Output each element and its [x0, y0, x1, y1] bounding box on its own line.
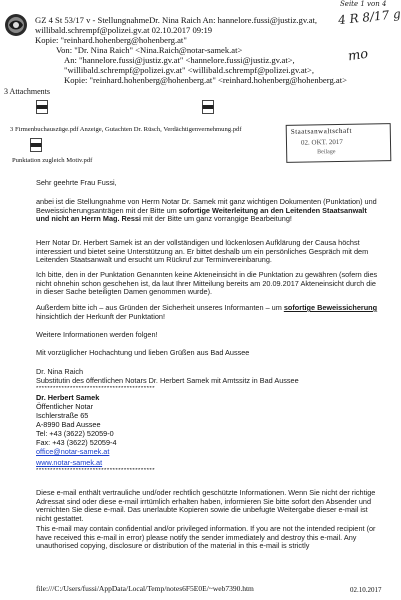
- attachment-punktation[interactable]: Punktation zugleich Motiv.pdf: [12, 157, 93, 164]
- stamp-line-2: 02. OKT. 2017: [300, 137, 343, 147]
- signature-name: Dr. Herbert Samek: [36, 393, 100, 402]
- sender-name: Dr. Nina Raich: [36, 367, 84, 376]
- signature-email-link[interactable]: office@notar-samek.at: [36, 447, 110, 456]
- footer-file-path: file:///C:/Users/fussi/AppData/Local/Temp/notes6F5E0E/~web7390.htm: [36, 584, 254, 593]
- header-subject-line: GZ 4 St 53/17 v - StellungnahmeDr. Nina Raich An: hannelore.fussi@justiz.gv.at,: [35, 15, 318, 25]
- stamp-line-3: Beilage: [317, 149, 336, 156]
- signature-city: A-8990 Bad Aussee: [36, 420, 101, 429]
- signature-phone: Tel: +43 (3622) 52059-0: [36, 429, 114, 438]
- paragraph-4: Außerdem bitte ich – aus Gründen der Sicherheit unseres Informanten – um sofortige Beweissicherung hinsichtlich der Herkunft der Punktation!: [36, 303, 378, 321]
- signature-separator-bottom: ******************************************: [36, 468, 156, 474]
- header-date-line: willibald.schrempf@polizei.gv.at 02.10.2017 09:19: [35, 25, 213, 35]
- paragraph-5: Weitere Informationen werden folgen!: [36, 330, 158, 339]
- signature-street: Ischlerstraße 65: [36, 411, 89, 420]
- handwritten-page-note: Seite 1 von 4: [340, 0, 387, 8]
- attachment-list-row[interactable]: 3 Firmenbuchauszüge.pdf Anzeige, Gutachten Dr. Rüsch, Verdächtigenvernehmung.pdf: [10, 126, 242, 133]
- handwritten-reference: 4 R 8/17 g: [337, 6, 401, 28]
- footer-print-date: 02.10.2017: [350, 586, 382, 594]
- header-cc-full-line: Kopie: "reinhard.hohenberg@hohenberg.at" <reinhard.hohenberg@hohenberg.at>: [64, 75, 347, 85]
- greeting: Sehr geehrte Frau Fussi,: [36, 178, 117, 187]
- signature-fax: Fax: +43 (3622) 52059-4: [36, 438, 117, 447]
- signature-web-link[interactable]: www.notar-samek.at: [36, 458, 103, 467]
- header-to-line-2: "willibald.schrempf@polizei.gv.at" <willibald.schrempf@polizei.gv.at>,: [64, 65, 315, 75]
- pdf-file-icon[interactable]: [30, 138, 42, 157]
- paragraph-3: Ich bitte, den in der Punktation Genannten keine Akteneinsicht in die Punktation zu gewähren (sofern dies nicht ohnehin schon geschehen ist, da laut Ihrer Mitteilung bereits am 20.09.2017 Akteneinsicht durch die in dieser Sache beteiligten Damen genommen wurde).: [36, 270, 378, 297]
- signature-title: Öffentlicher Notar: [36, 402, 94, 411]
- disclaimer-german: Diese e-mail enthält vertrauliche und/oder rechtlich geschützte Informationen. Wenn Sie nicht der richtige Adressat sind oder diese e-mail irrtümlich erhalten haben, informieren Sie bitte sofort den Absender und vernichten Sie diese e-mail. Das unerlaubte Kopieren sowie die unbefugte Weitergabe dieser e-mail ist nicht gestattet.: [36, 488, 376, 524]
- handwritten-mark: mo: [347, 46, 370, 65]
- paragraph-1: anbei ist die Stellungnahme von Herrn Notar Dr. Samek mit ganz wichtigen Dokumenten (Punktation) und Beweissicherungsanträgen mit der Bitte um sofortige Weiterleitung an den Leitenden Staatsanwalt und nicht an Herrn Mag. Ressi mit der Bitte um ganz vorrangige Bearbeitung!: [36, 197, 377, 224]
- header-cc-line: Kopie: "reinhard.hohenberg@hohenberg.at": [35, 35, 187, 45]
- signature-separator: ******************************************: [36, 386, 156, 392]
- receipt-stamp: [286, 123, 392, 163]
- header-from-line: Von: "Dr. Nina Raich" <Nina.Raich@notar-samek.at>: [56, 45, 243, 55]
- lotus-notes-logo-icon: [4, 13, 28, 42]
- disclaimer-english: This e-mail may contain confidential and/or privileged information. If you are not the intended recipient (or have received this e-mail in error) please notify the sender immediately and destroy this e-mail. Any unauthorised copying, disclosure or distribution of the material in this e-mail is strictly: [36, 524, 376, 551]
- attachments-title: 3 Attachments: [4, 87, 50, 96]
- closing-line: Mit vorzüglicher Hochachtung und lieben Grüßen aus Bad Aussee: [36, 348, 250, 357]
- stamp-line-1: Staatsanwaltschaft: [290, 126, 352, 136]
- pdf-file-icon[interactable]: [202, 100, 214, 119]
- sender-role: Substitutin des öffentlichen Notars Dr. Herbert Samek mit Amtssitz in Bad Aussee: [36, 376, 299, 385]
- paragraph-2: Herr Notar Dr. Herbert Samek ist an der vollständigen und lückenlosen Aufklärung der Causa höchst interessiert und bietet seine Unterstützung an. Er bittet deshalb um ein persönliches Gespräch mit dem Leitenden Staatsanwalt und ersucht um Rückruf zur Terminvereinbarung.: [36, 238, 369, 265]
- pdf-file-icon[interactable]: [36, 100, 48, 119]
- header-to-line: An: "hannelore.fussi@justiz.gv.at" <hannelore.fussi@justiz.gv.at>,: [64, 55, 295, 65]
